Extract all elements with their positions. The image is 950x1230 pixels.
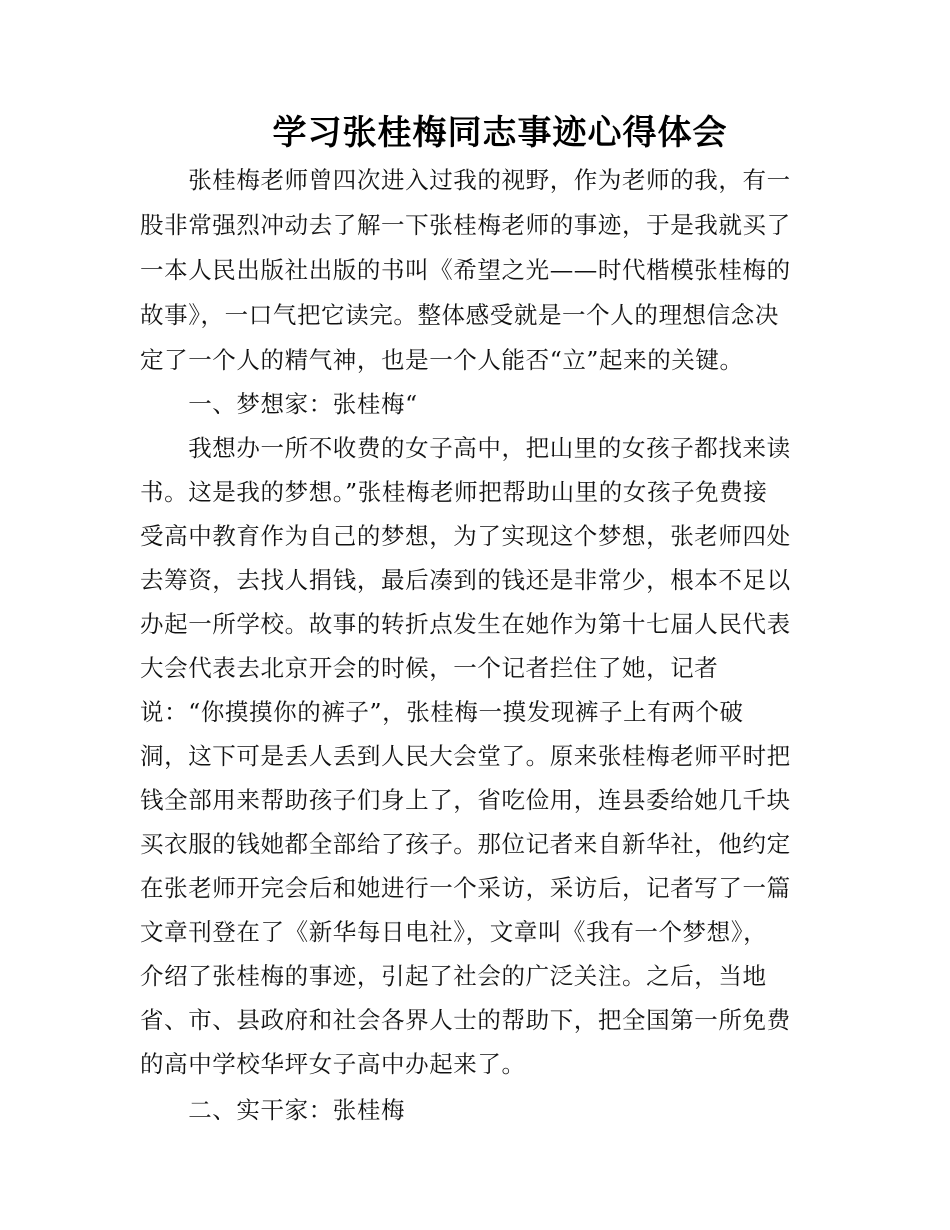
text-line: 张桂梅老师曾四次进入过我的视野，作为老师的我，有一	[140, 166, 791, 194]
text-line: 买衣服的钱她都全部给了孩子。那位记者来自新华社，他约定	[140, 830, 791, 858]
text-line: 省、市、县政府和社会各界人士的帮助下，把全国第一所免费	[140, 1006, 791, 1034]
text-line: 文章刊登在了《新华每日电社》，文章叫《我有一个梦想》，	[140, 918, 768, 946]
text-line: 在张老师开完会后和她进行一个采访，采访后，记者写了一篇	[140, 874, 791, 902]
text-line: 说：“你摸摸你的裤子”，张桂梅一摸发现裤子上有两个破	[140, 698, 744, 726]
text-line: 故事》，一口气把它读完。整体感受就是一个人的理想信念决	[140, 301, 779, 329]
text-line: 介绍了张桂梅的事迹，引起了社会的广泛关注。之后，当地	[140, 962, 767, 990]
document-title: 学习张桂梅同志事迹心得体会	[272, 113, 728, 153]
text-line: 定了一个人的精气神，也是一个人能否“立”起来的关键。	[140, 346, 744, 374]
text-line: 的高中学校华坪女子高中办起来了。	[140, 1050, 526, 1078]
text-line: 股非常强烈冲动去了解一下张桂梅老师的事迹，于是我就买了	[140, 211, 791, 239]
text-line: 受高中教育作为自己的梦想，为了实现这个梦想，张老师四处	[140, 522, 791, 550]
text-line: 办起一所学校。故事的转折点发生在她作为第十七届人民代表	[140, 610, 791, 638]
section-heading: 二、实干家：张桂梅	[140, 1096, 406, 1124]
text-line: 我想办一所不收费的女子高中，把山里的女孩子都找来读	[140, 434, 791, 462]
text-line: 书。这是我的梦想。”张桂梅老师把帮助山里的女孩子免费接	[140, 478, 768, 506]
text-line: 一本人民出版社出版的书叫《希望之光——时代楷模张桂梅的	[140, 256, 791, 284]
section-heading: 一、梦想家：张桂梅“	[140, 390, 418, 418]
text-line: 洞，这下可是丢人丢到人民大会堂了。原来张桂梅老师平时把	[140, 742, 791, 770]
text-line: 大会代表去北京开会的时候，一个记者拦住了她，记者	[140, 654, 719, 682]
text-line: 去筹资，去找人捐钱，最后凑到的钱还是非常少，根本不足以	[140, 566, 791, 594]
text-line: 钱全部用来帮助孩子们身上了，省吃俭用，连县委给她几千块	[140, 786, 791, 814]
